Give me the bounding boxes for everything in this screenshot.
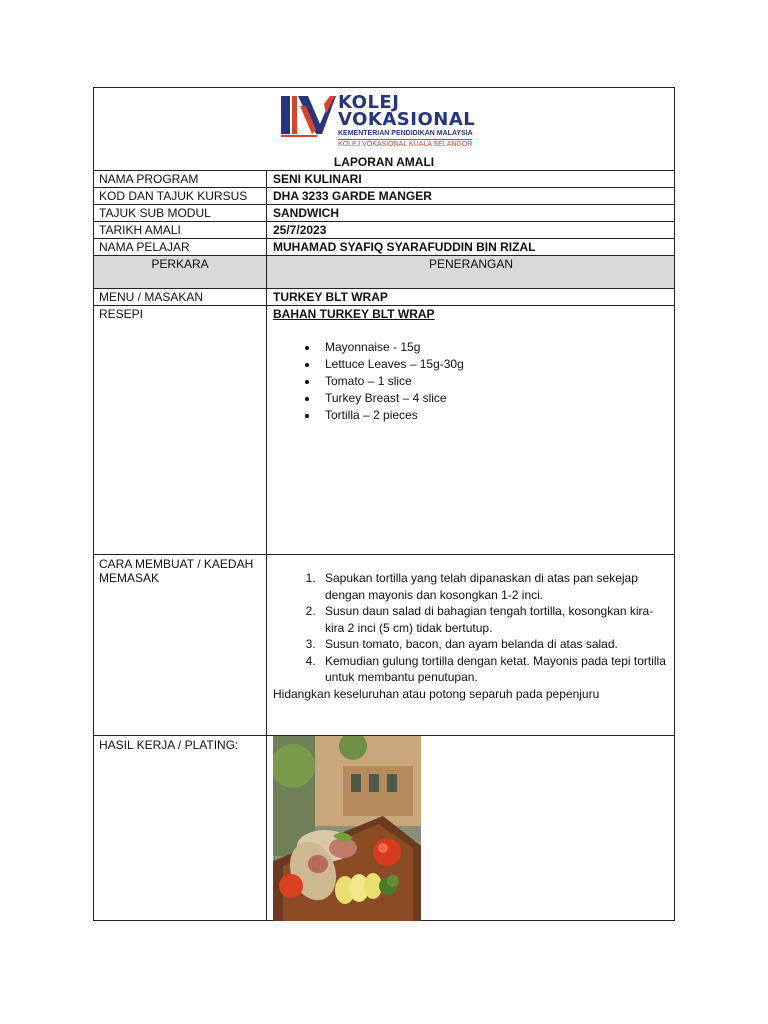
menu-label: MENU / MASAKAN [94, 289, 267, 305]
list-item: 1. Sapukan tortilla yang telah dipanaskan di atas pan sekejap dengan mayonis dan kosongkan 1-2 inci. [319, 570, 669, 603]
info-value: SENI KULINARI [273, 172, 362, 186]
result-row [94, 736, 674, 921]
info-label: NAMA PROGRAM [94, 171, 267, 187]
header-cell [94, 88, 674, 171]
info-label: KOD DAN TAJUK KURSUS [94, 188, 267, 204]
report-sheet [93, 87, 675, 921]
info-row-student [94, 239, 674, 256]
list-item: 3. Susun tomato, bacon, dan ayam belanda di atas salad. [319, 636, 669, 653]
info-row-submodule [94, 205, 674, 222]
serving-note: Hidangkan keseluruhan atau potong separuh pada pepenjuru [273, 686, 600, 701]
info-value: SANDWICH [273, 206, 339, 220]
recipe-title: BAHAN TURKEY BLT WRAP [273, 307, 435, 321]
kv-logo-icon [280, 94, 336, 138]
logo-ministry-text: KEMENTERIAN PENDIDIKAN MALAYSIA [338, 130, 473, 137]
method-row [94, 555, 674, 736]
logo-college-text: KOLEJ VOKASIONAL KUALA SELANGOR [338, 141, 473, 148]
info-label: TARIKH AMALI [94, 222, 267, 238]
list-item: • Tortilla – 2 pieces [319, 407, 669, 424]
column-header-perkara: PERKARA [94, 256, 267, 288]
recipe-label: RESEPI [94, 306, 267, 554]
plating-photo [273, 736, 421, 921]
menu-row [94, 289, 674, 306]
list-item: • Turkey Breast – 4 slice [319, 390, 669, 407]
report-title: LAPORAN AMALI [333, 155, 435, 169]
ingredient-list [273, 339, 669, 424]
info-row-course [94, 188, 674, 205]
table-header-row [94, 256, 674, 289]
list-item: • Tomato – 1 slice [319, 373, 669, 390]
info-row-date [94, 222, 674, 239]
college-logo [280, 92, 485, 152]
method-steps [273, 570, 669, 686]
result-content [267, 736, 674, 921]
info-label: NAMA PELAJAR [94, 239, 267, 255]
info-row-program [94, 171, 674, 188]
recipe-row [94, 306, 674, 555]
column-header-penerangan: PENERANGAN [267, 256, 674, 288]
info-value: DHA 3233 GARDE MANGER [273, 189, 432, 203]
logo-text-line2: VOKASIONAL [338, 109, 476, 130]
method-label: CARA MEMBUAT / KAEDAH MEMASAK [94, 555, 267, 735]
menu-value: TURKEY BLT WRAP [273, 290, 388, 304]
logo-text-line1: KOLEJ [338, 92, 400, 113]
list-item: • Lettuce Leaves – 15g-30g [319, 356, 669, 373]
recipe-content [267, 306, 674, 554]
list-item: 2. Susun daun salad di bahagian tengah tortilla, kosongkan kira-kira 2 inci (5 cm) tidak bertutup. [319, 603, 669, 636]
info-label: TAJUK SUB MODUL [94, 205, 267, 221]
info-value: MUHAMAD SYAFIQ SYARAFUDDIN BIN RIZAL [273, 240, 536, 254]
result-label: HASIL KERJA / PLATING: [94, 736, 267, 921]
list-item: 4. Kemudian gulung tortilla dengan ketat. Mayonis pada tepi tortilla untuk membantu penutupan. [319, 653, 669, 686]
list-item: • Mayonnaise - 15g [319, 339, 669, 356]
info-value: 25/7/2023 [273, 223, 327, 237]
method-content [267, 555, 674, 735]
